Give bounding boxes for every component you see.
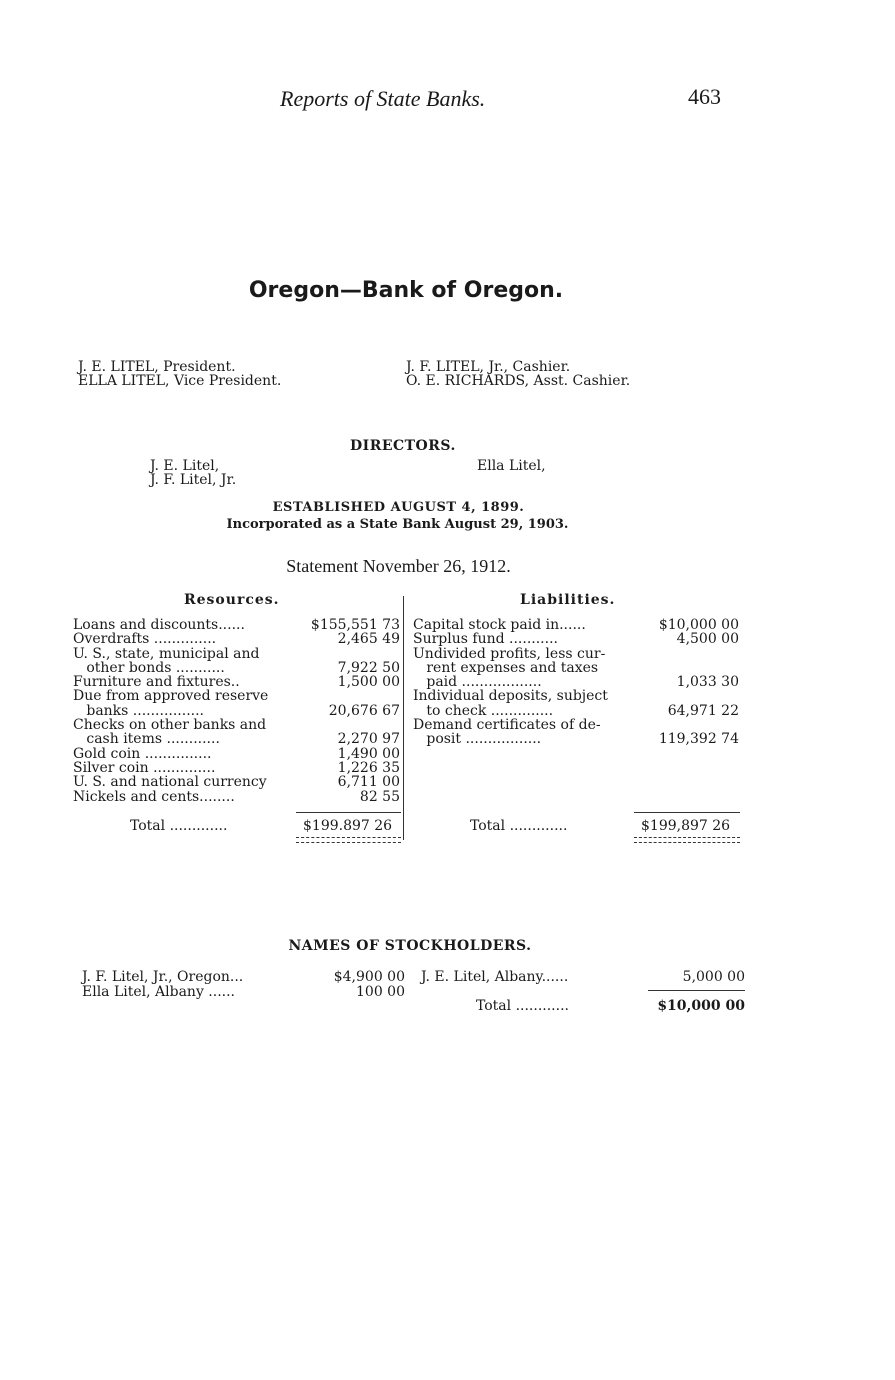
table-row (413, 689, 739, 703)
row-label: rent expenses and taxes (413, 659, 599, 676)
stockholder-name: J. F. Litel, Jr., Oregon... (82, 969, 244, 985)
table-row (413, 618, 739, 632)
officer-asst-cashier: O. E. RICHARDS, Asst. Cashier. (406, 373, 631, 389)
row-label: Nickels and cents........ (73, 788, 235, 805)
stockholder-amount: 5,000 00 (682, 969, 745, 985)
table-row (73, 618, 400, 632)
table-row (73, 661, 400, 675)
row-amount: 20,676 67 (328, 702, 400, 719)
row-label: Demand certificates of de- (413, 717, 601, 734)
row-amount: 1,033 30 (676, 674, 739, 691)
stockholders-total-label: Total ............ (476, 998, 569, 1014)
row-amount: 2,465 49 (337, 631, 400, 648)
table-row (73, 732, 400, 746)
total-rule (634, 812, 740, 813)
stockholder-amount: 100 00 (356, 984, 405, 1000)
table-row (73, 689, 400, 703)
row-label: U. S., state, municipal and (73, 645, 260, 662)
table-row (73, 775, 400, 789)
row-label: Loans and discounts...... (73, 617, 245, 633)
row-label: cash items ............ (73, 731, 220, 748)
liabilities-heading: Liabilities. (520, 592, 616, 608)
total-rule (648, 990, 745, 991)
row-amount: 1,490 00 (337, 745, 400, 762)
row-amount: 119,392 74 (658, 731, 739, 748)
table-row (413, 704, 739, 718)
row-label: banks ................ (73, 702, 204, 719)
table-row (73, 647, 400, 661)
row-amount: 1,226 35 (337, 759, 400, 776)
double-underline (296, 837, 401, 843)
table-row (413, 632, 739, 646)
row-amount: $10,000 00 (658, 617, 739, 633)
table-row (413, 675, 739, 689)
row-label: Undivided profits, less cur- (413, 645, 606, 662)
row-label: other bonds ........... (73, 659, 225, 676)
stockholder-name: J. E. Litel, Albany...... (421, 969, 569, 985)
table-row (73, 675, 400, 689)
directors-heading: DIRECTORS. (350, 438, 456, 454)
statement-date: Statement November 26, 1912. (286, 556, 511, 576)
row-label: Checks on other banks and (73, 717, 267, 734)
row-label: Due from approved reserve (73, 688, 269, 705)
table-row (73, 790, 400, 804)
row-label: Gold coin ............... (73, 745, 212, 762)
row-amount: 4,500 00 (676, 631, 739, 648)
resources-ledger (73, 618, 400, 804)
row-label: Overdrafts .............. (73, 631, 217, 648)
incorporated-date: Incorporated as a State Bank August 29, 1903. (226, 517, 569, 532)
row-amount: $155,551 73 (310, 617, 400, 633)
column-divider (403, 596, 404, 840)
table-row (413, 661, 739, 675)
running-header-title: Reports of State Banks. (280, 86, 486, 111)
row-label: Furniture and fixtures.. (73, 674, 240, 691)
resources-heading: Resources. (184, 592, 280, 608)
row-label: paid .................. (413, 674, 542, 691)
liabilities-total-amount: $199,897 26 (641, 818, 731, 834)
stockholder-name: Ella Litel, Albany ...... (82, 984, 236, 1000)
table-row (73, 632, 400, 646)
row-label: Individual deposits, subject (413, 688, 608, 705)
stockholders-total-amount: $10,000 00 (657, 998, 745, 1014)
row-amount: 7,922 50 (337, 659, 400, 676)
row-label: Surplus fund ........... (413, 631, 558, 648)
row-label: posit ................. (413, 731, 542, 748)
director-name: Ella Litel, (477, 458, 546, 474)
stockholder-amount: $4,900 00 (333, 969, 405, 985)
director-name: J. F. Litel, Jr. (150, 472, 237, 488)
page-number: 463 (688, 84, 721, 109)
table-row (413, 732, 739, 746)
table-row (73, 761, 400, 775)
officer-president: J. E. LITEL, President. (78, 359, 236, 375)
row-amount: 6,711 00 (337, 774, 400, 791)
established-date: ESTABLISHED AUGUST 4, 1899. (272, 500, 525, 515)
resources-total-label: Total ............. (130, 818, 228, 834)
director-name: J. E. Litel, (150, 458, 220, 474)
officer-vice-president: ELLA LITEL, Vice President. (78, 373, 282, 389)
row-amount: 82 55 (359, 788, 400, 805)
table-row (73, 747, 400, 761)
resources-total-amount: $199.897 26 (303, 818, 393, 834)
row-label: to check .............. (413, 702, 554, 719)
row-label: Silver coin .............. (73, 759, 216, 776)
officer-cashier: J. F. LITEL, Jr., Cashier. (406, 359, 571, 375)
row-amount: 1,500 00 (337, 674, 400, 691)
stockholders-heading: NAMES OF STOCKHOLDERS. (288, 938, 532, 954)
liabilities-ledger (413, 618, 739, 747)
bank-title: Oregon—Bank of Oregon. (248, 278, 564, 303)
row-amount: 2,270 97 (337, 731, 400, 748)
double-underline (634, 837, 740, 843)
table-row (73, 704, 400, 718)
total-rule (296, 812, 401, 813)
row-label: Capital stock paid in...... (413, 617, 586, 633)
row-label: U. S. and national currency (73, 774, 267, 791)
liabilities-total-label: Total ............. (470, 818, 568, 834)
row-amount: 64,971 22 (667, 702, 739, 719)
table-row (73, 718, 400, 732)
table-row (413, 718, 739, 732)
table-row (413, 647, 739, 661)
